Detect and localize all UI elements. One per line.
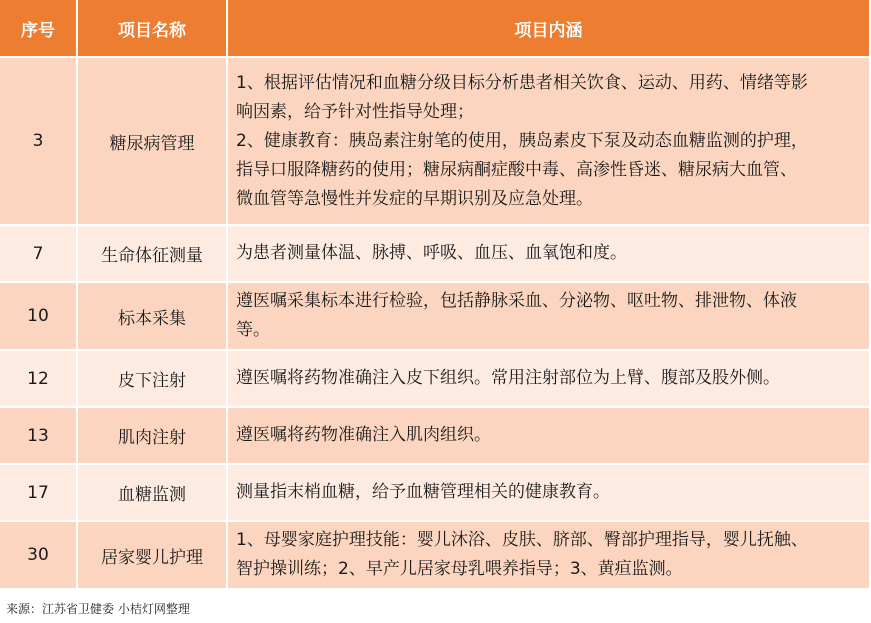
- row-item-name: 血糖监测: [78, 465, 228, 522]
- content-line: 遵医嘱采集标本进行检验，包括静脉采血、分泌物、呕吐物、排泄物、体液: [236, 291, 797, 311]
- source-note: 来源：江苏省卫健委 小桔灯网整理: [6, 602, 190, 616]
- row-number: 12: [0, 351, 78, 408]
- table-row: [0, 465, 869, 522]
- content-line: 指导口服降糖药的使用；糖尿病酮症酸中毒、高渗性昏迷、糖尿病大血管、: [236, 159, 797, 180]
- table-row: [0, 351, 869, 408]
- content-line: 1、母婴家庭护理技能：婴儿沐浴、皮肤、脐部、臀部护理指导，婴儿抚触、: [236, 530, 808, 550]
- row-item-name: 糖尿病管理: [78, 58, 228, 226]
- row-item-name: 皮下注射: [78, 351, 228, 408]
- table-row: [0, 522, 869, 590]
- table-row: [0, 226, 869, 283]
- row-number: 13: [0, 408, 78, 465]
- content-line: 遵医嘱将药物准确注入皮下组织。常用注射部位为上臂、腹部及股外侧。: [236, 368, 780, 388]
- content-line: 智护操训练；2、早产儿居家母乳喂养指导；3、黄疸监测。: [236, 559, 683, 579]
- row-number: 17: [0, 465, 78, 522]
- row-number: 10: [0, 283, 78, 351]
- content-line: 测量指末梢血糖，给予血糖管理相关的健康教育。: [236, 482, 610, 502]
- row-item-content: [228, 226, 869, 283]
- content-line: 微血管等急慢性并发症的早期识别及应急处理。: [236, 188, 593, 209]
- row-item-content: [228, 351, 869, 408]
- header-number: 序号: [0, 0, 78, 58]
- header-item-content: 项目内涵: [228, 0, 869, 58]
- row-item-content: [228, 58, 869, 226]
- content-line: 2、健康教育：胰岛素注射笔的使用，胰岛素皮下泵及动态血糖监测的护理，: [236, 130, 808, 151]
- row-number: 3: [0, 58, 78, 226]
- row-number: 7: [0, 226, 78, 283]
- row-item-content: [228, 408, 869, 465]
- row-item-name: 居家婴儿护理: [78, 522, 228, 590]
- content-line: 响因素，给予针对性指导处理；: [236, 101, 474, 122]
- header-item-name: 项目名称: [78, 0, 228, 58]
- row-item-name: 标本采集: [78, 283, 228, 351]
- content-line: 遵医嘱将药物准确注入肌肉组织。: [236, 425, 491, 445]
- row-item-content: [228, 465, 869, 522]
- table-row: [0, 283, 869, 351]
- row-number: 30: [0, 522, 78, 590]
- content-line: 为患者测量体温、脉搏、呼吸、血压、血氧饱和度。: [236, 243, 627, 263]
- content-line: 等。: [236, 320, 270, 340]
- table-row: [0, 58, 869, 226]
- row-item-name: 生命体征测量: [78, 226, 228, 283]
- row-item-name: 肌肉注射: [78, 408, 228, 465]
- row-item-content: [228, 522, 869, 590]
- content-line: 1、根据评估情况和血糖分级目标分析患者相关饮食、运动、用药、情绪等影: [236, 72, 808, 93]
- row-item-content: [228, 283, 869, 351]
- table-header-row: [0, 0, 869, 58]
- table-row: [0, 408, 869, 465]
